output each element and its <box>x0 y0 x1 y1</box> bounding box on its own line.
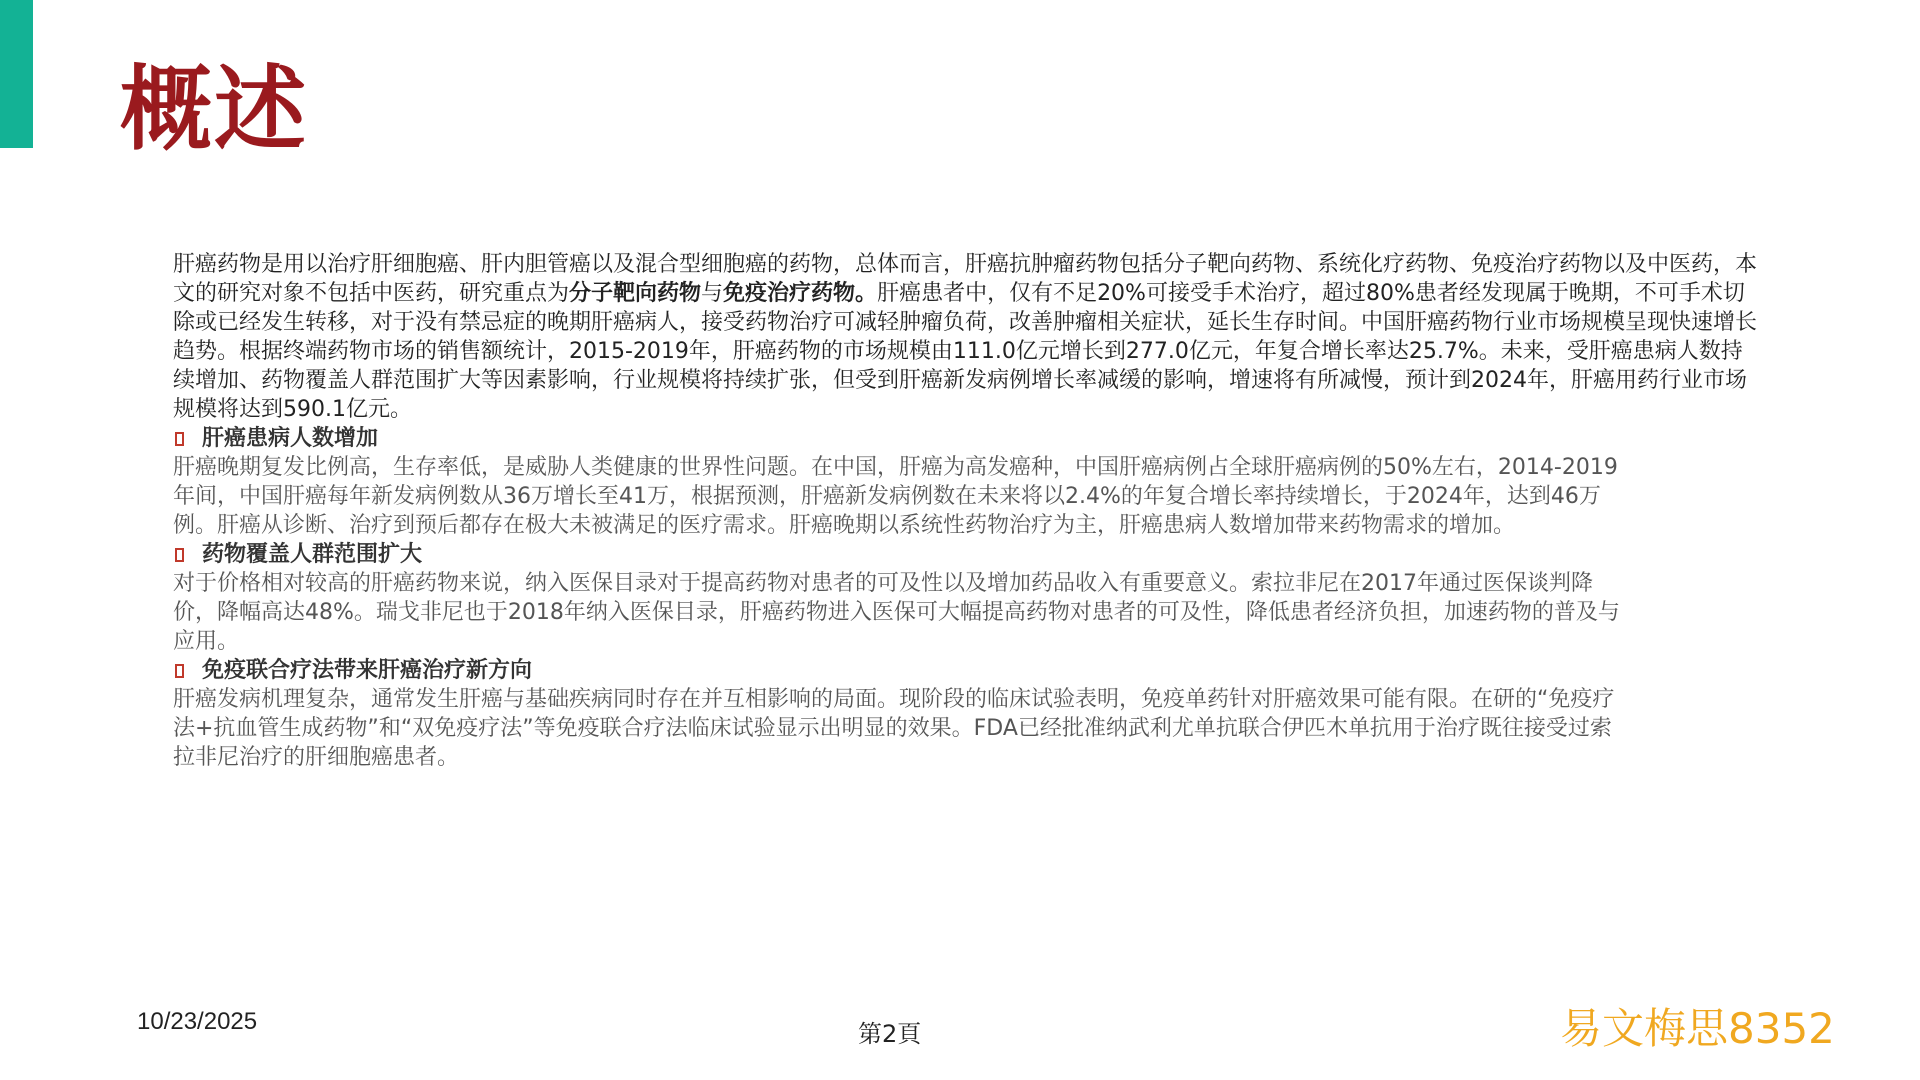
section-heading <box>173 656 1773 685</box>
section-coverage <box>173 540 1773 656</box>
slide-title: 概述 <box>120 56 309 163</box>
intro-connector: 与 <box>701 281 724 306</box>
intro-bold-1: 分子靶向药物 <box>569 281 702 306</box>
intro-text-1: 肝癌药物是用以治疗肝细胞癌、肝内胆管癌以及混合型细胞癌的药物，总体而言，肝癌抗肿瘤药物包括分子靶向药物、系统化疗药物、免疫治疗药物以及中医药，本文的研究对象不包括中医药，研究重点为 <box>173 252 1758 306</box>
accent-bar <box>0 0 33 148</box>
section-heading-text: 药物覆盖人群范围扩大 <box>202 542 423 567</box>
bullet-square-icon <box>175 548 184 562</box>
intro-bold-2: 免疫治疗药物。 <box>723 281 878 306</box>
section-patients <box>173 424 1773 540</box>
intro-text-2: 肝癌患者中，仅有不足20%可接受手术治疗，超过80%患者经发现属于晚期，不可手术切除或已经发生转移，对于没有禁忌症的晚期肝癌病人，接受药物治疗可减轻肿瘤负荷，改善肿瘤相关症状，延长生存时间。中国肝癌药物行业市场规模呈现快速增长趋势。根据终端药物市场的销售额统计，2015-2019年，肝癌药物的市场规模由111.0亿元增长到277.0亿元，年复合增长率达25.7%。未来，受肝癌患病人数持续增加、药物覆盖人群范围扩大等因素影响，行业规模将持续扩张，但受到肝癌新发病例增长率减缓的影响，增速将有所减慢，预计到2024年，肝癌用药行业市场规模将达到590.1亿元。 <box>173 281 1758 422</box>
watermark-text: 易文梅思8352 <box>1560 1004 1835 1053</box>
footer-date: 10/23/2025 <box>137 1008 258 1035</box>
section-body: 肝癌晚期复发比例高，生存率低，是威胁人类健康的世界性问题。在中国，肝癌为高发癌种，中国肝癌病例占全球肝癌病例的50%左右，2014-2019年间，中国肝癌每年新发病例数从36万增长至41万，根据预测，肝癌新发病例数在未来将以2.4%的年复合增长率持续增长，于2024年，达到46万例。肝癌从诊断、治疗到预后都存在极大未被满足的医疗需求。肝癌晚期以系统性药物治疗为主，肝癌患病人数增加带来药物需求的增加。 <box>173 455 1618 538</box>
bullet-square-icon <box>175 432 184 446</box>
bullet-square-icon <box>175 664 184 678</box>
page-number: 第2頁 <box>858 1020 922 1048</box>
section-heading-text: 肝癌患病人数增加 <box>202 426 379 451</box>
section-body: 肝癌发病机理复杂，通常发生肝癌与基础疾病同时存在并互相影响的局面。现阶段的临床试验表明，免疫单药针对肝癌效果可能有限。在研的“免疫疗法+抗血管生成药物”和“双免疫疗法”等免疫联合疗法临床试验显示出明显的效果。FDA已经批准纳武利尤单抗联合伊匹木单抗用于治疗既往接受过索拉非尼治疗的肝细胞癌患者。 <box>173 687 1615 770</box>
section-heading <box>173 424 1773 453</box>
section-immunotherapy <box>173 656 1773 772</box>
section-heading-text: 免疫联合疗法带来肝癌治疗新方向 <box>202 658 533 683</box>
intro-paragraph <box>173 250 1763 424</box>
section-body: 对于价格相对较高的肝癌药物来说，纳入医保目录对于提高药物对患者的可及性以及增加药品收入有重要意义。索拉非尼在2017年通过医保谈判降价，降幅高达48%。瑞戈非尼也于2018年纳入医保目录，肝癌药物进入医保可大幅提高药物对患者的可及性，降低患者经济负担，加速药物的普及与应用。 <box>173 571 1620 654</box>
content-body <box>173 250 1773 772</box>
section-heading <box>173 540 1773 569</box>
